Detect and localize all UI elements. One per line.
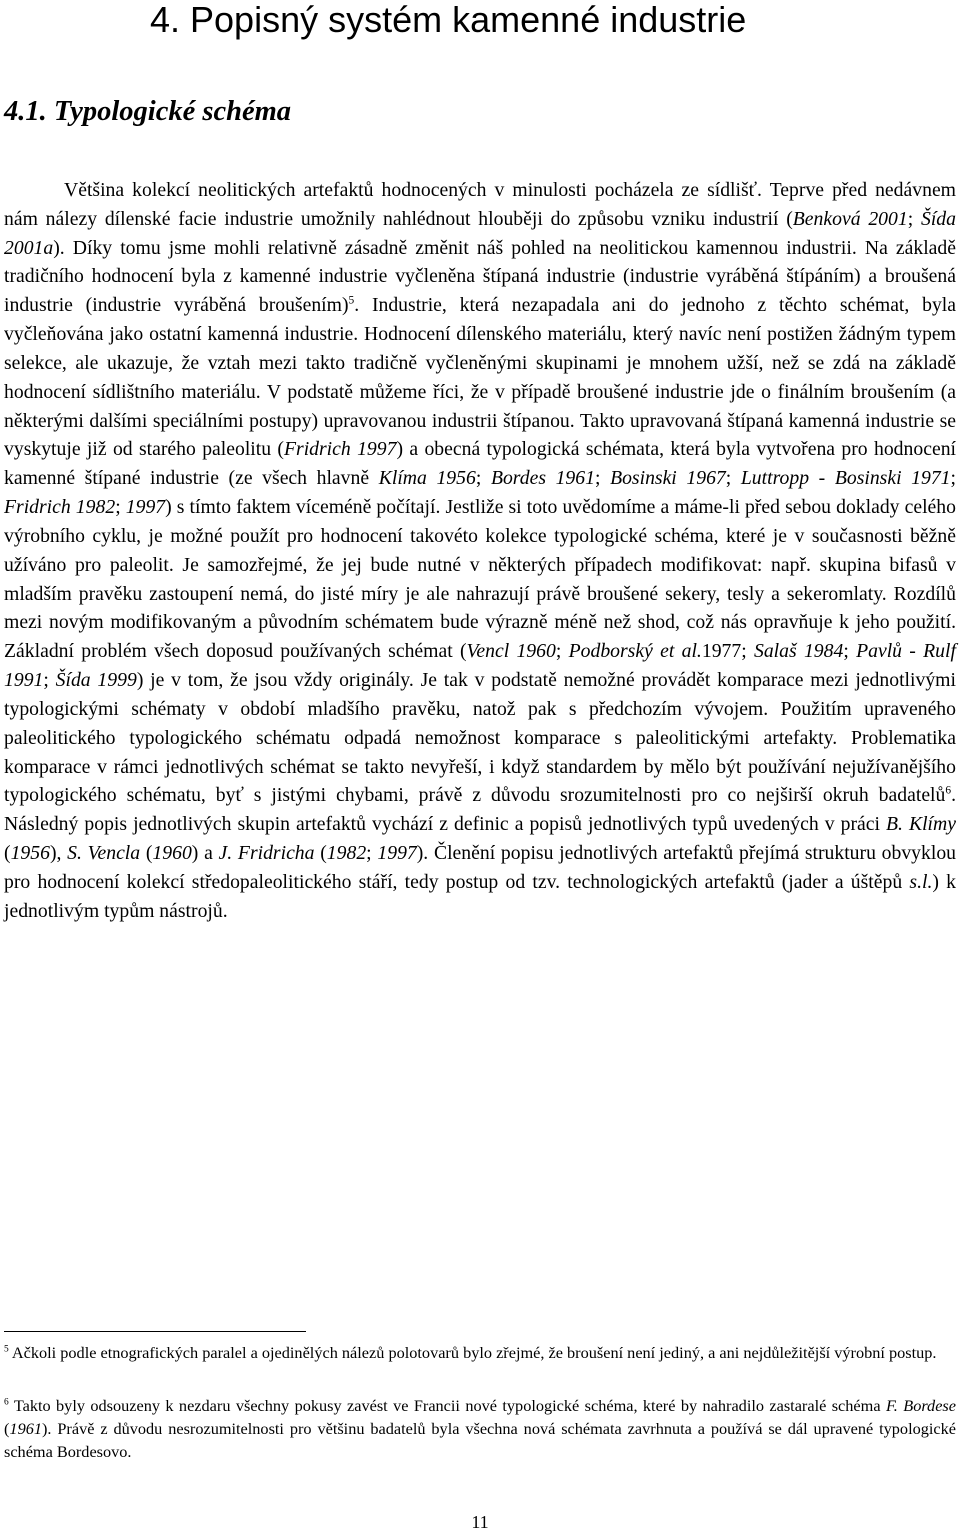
page-number: 11 xyxy=(471,1512,489,1532)
body-text: ) s tímto faktem víceméně počítají. Jestliže si toto uvědomíme a máme-li před sebou doklady celého výrobního cyklu, je možné použít pro hodnocení takovéto kolekce typologické schéma, které je v současnosti běžně užíváno pro paleolit. Je samozřejmé, že jej bude nutné v některých případech modifikovat: např. skupina bifasů v mladším pravěku zastoupení nemá, do jisté míry je ale nahrazují právě broušené sekery, tesly a sekeromlaty. Rozdílů mezi novým modifikovaným a původním schématem bude výrazně méně než shod, což nás opravňuje k jeho použití. Základní problém všech doposud používaných schémat ( xyxy=(4,496,956,663)
footnote-text: Ačkoli podle etnografických paralel a ojedinělých nálezů polotovarů bylo zřejmé, že broušení není jediný, a ani nejdůležitější výrobní postup. xyxy=(8,1343,937,1362)
body-text: ), xyxy=(49,842,68,865)
body-text: ; xyxy=(555,640,569,663)
citation: 1997 xyxy=(125,496,166,519)
footnote-5 xyxy=(4,1341,956,1364)
citation: Bordes 1961 xyxy=(490,467,595,490)
citation: Fridrich 1982 xyxy=(4,496,116,519)
body-text: ; xyxy=(843,640,857,663)
citation: J. Fridricha xyxy=(218,842,315,865)
body-text: ; xyxy=(475,467,491,490)
citation: 1960 xyxy=(152,842,192,865)
citation: Vencl 1960 xyxy=(466,640,556,663)
body-text: ) je v tom, že jsou vždy originály. Je tak v podstatě nemožné provádět komparace mezi jednotlivými typologickými schématy v období mladšího pravěku, natož pak s předchozím vývojem. Použitím upraveného paleolitického typologického schématu odpadá nemožnost komparace s paleolitickými artefakty. Problematika komparace v rámci jednotlivých schémat se takto nevyřeší, i když standardem by mělo být používání nejužívanějšího typologického schématu, byť s jistými chybami, právě z důvodu srozumitelnosti pro co nejširší okruh badatelů xyxy=(4,669,956,807)
body-text: ( xyxy=(4,842,11,865)
citation: F. Bordese xyxy=(885,1396,956,1415)
chapter-title: 4. Popisný systém kamenné industrie xyxy=(150,0,747,40)
body-text: ; xyxy=(594,467,611,490)
body-text: Většina kolekcí neolitických artefaktů hodnocených v minulosti pocházela ze sídlišť. Teprve před nedávnem nám nálezy dílenské facie industrie umožnily nahlédnout hlouběji do způsobu vzniku industrií ( xyxy=(4,179,956,230)
citation: Šída 1999 xyxy=(55,669,137,692)
footnote-text: ). Právě z důvodu nesrozumitelnosti pro většinu badatelů byla všechna nová schémata zavrhnuta a používá se dál upravené typologické schéma Bordesovo. xyxy=(4,1419,956,1461)
citation: Fridrich 1997 xyxy=(284,438,397,461)
body-text: 1977; xyxy=(701,640,754,663)
body-text: ( xyxy=(140,842,153,865)
citation: Bosinski 1967 xyxy=(610,467,726,490)
body-text: ; xyxy=(43,669,56,692)
citation: Podborský et al. xyxy=(568,640,702,663)
citation: S. Vencla xyxy=(67,842,141,865)
body-text: . Následný popis jednotlivých skupin artefaktů vychází z definic a popisů jednotlivých typů uvedených v práci xyxy=(4,784,956,836)
body-text: ) a obecná typologická schémata, která byla vytvořena pro hodnocení kamenné štípané industrie (ze všech hlavně xyxy=(4,438,957,490)
footnote-text: Takto byly odsouzeny k nezdaru všechny pokusy zavést ve Francii nové typologické schéma, které by nahradilo zastaralé schéma xyxy=(8,1396,886,1415)
citation: 1997 xyxy=(377,842,417,865)
body-text: ) k jednotlivým typům nástrojů. xyxy=(4,870,956,922)
body-text: ; xyxy=(366,842,378,865)
citation: Luttropp - Bosinski 1971 xyxy=(740,467,951,490)
citation: Salaš 1984 xyxy=(753,640,844,663)
body-text: ) a xyxy=(191,842,219,865)
footnote-separator xyxy=(4,1331,306,1332)
footnote-marker: 5 xyxy=(4,1344,9,1355)
footnote-marker: 6 xyxy=(4,1397,9,1408)
citation: Pavlů - Rulf 1991 xyxy=(4,640,956,692)
footnote-reference: 6 xyxy=(945,784,952,797)
citation: 1982 xyxy=(326,842,367,865)
citation: s.l. xyxy=(909,870,933,893)
footnote-6 xyxy=(4,1394,956,1463)
citation: B. Klímy xyxy=(885,813,956,836)
body-text: . Industrie, která nezapadala ani do jednoho z těchto schémat, byla vyčleňována jako ostatní kamenná industrie. Hodnocení dílenského materiálu, který navíc není postižen žádným typem selekce, ale ukazuje, že vztah mezi takto tradičně vyčleněnými skupinami je mnohem užší, než se zdá na základě hodnocení sídlištního materiálu. V podstatě můžeme říci, že v případě broušené industrie jde o finálním broušením (a některými dalšími speciálními postupy) upravovanou industrii štípanou. Takto upravovaná štípaná kamenná industrie se vyskytuje již od starého paleolitu ( xyxy=(4,294,957,461)
body-text: ). Členění popisu jednotlivých artefaktů přejímá strukturu obvyklou pro hodnocení kolekcí středopaleolitického stáří, tedy postup od tzv. technologických artefaktů (jader a úštěpů xyxy=(4,842,957,893)
citation: Klíma 1956 xyxy=(378,467,476,490)
body-text: ; xyxy=(725,467,741,490)
citation: Šída 2001a xyxy=(4,207,956,259)
body-text: ; xyxy=(115,496,126,519)
body-text: ; xyxy=(950,467,957,490)
body-text: ( xyxy=(314,842,327,865)
body-paragraph xyxy=(4,176,956,926)
footnote-text: ( xyxy=(4,1419,10,1438)
body-text: ; xyxy=(907,207,921,230)
body-text: ). Díky tomu jsme mohli relativně zásadně změnit náš pohled na neolitickou kamennou industrii. Na základě tradičního hodnocení byla z kamenné industrie vyčleněna štípaná industrie (industrie vyráběná štípáním) a broušená industrie (industrie vyráběná broušením) xyxy=(4,236,956,317)
citation: 1961 xyxy=(9,1419,42,1438)
citation: Benková 2001 xyxy=(792,207,908,230)
citation: 1956 xyxy=(10,842,50,865)
section-title: 4.1. Typologické schéma xyxy=(4,96,292,127)
footnote-reference: 5 xyxy=(348,294,355,307)
